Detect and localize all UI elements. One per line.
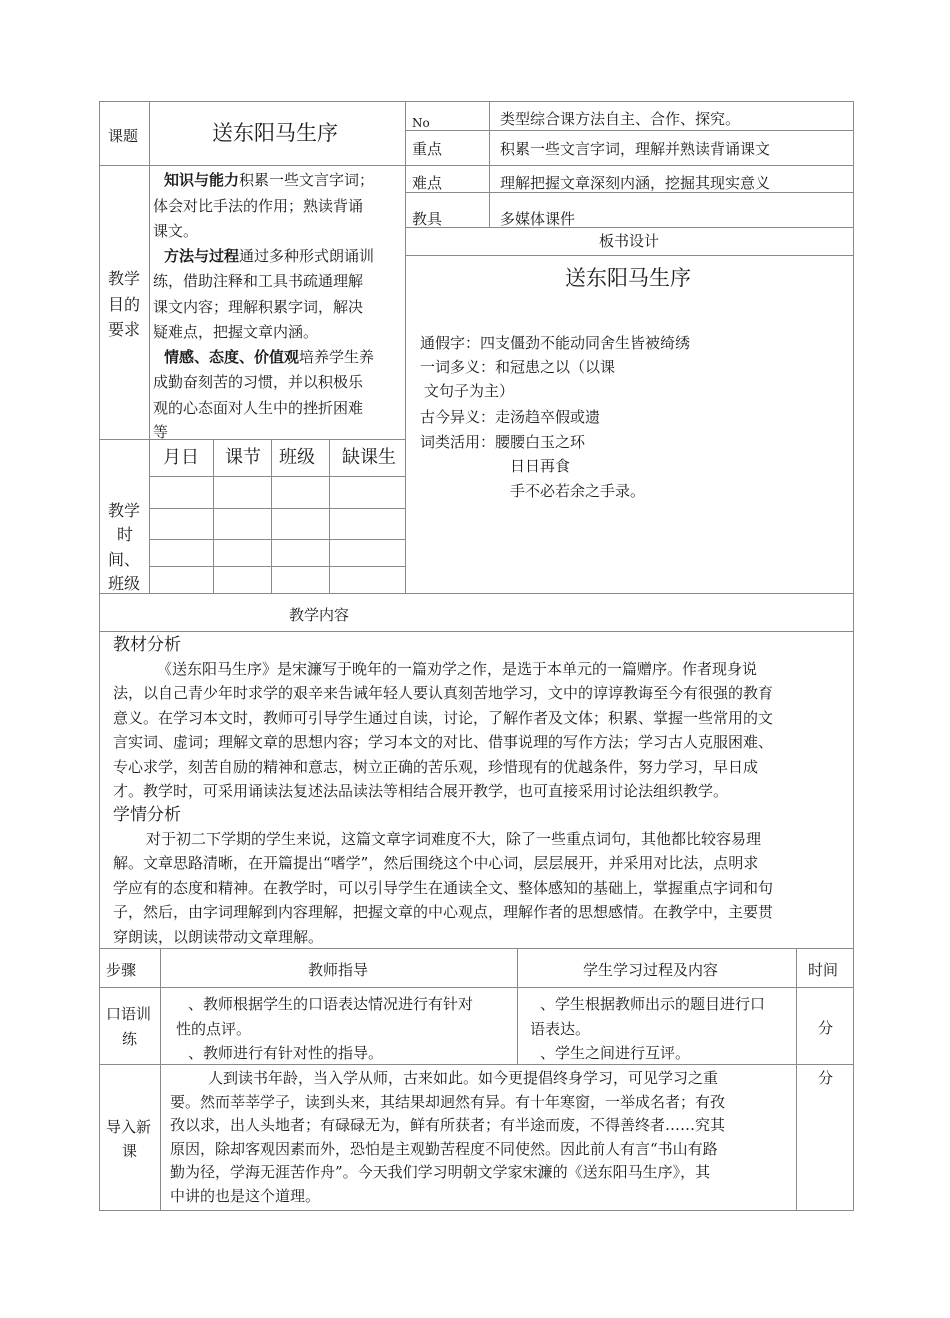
goals-label-2: 目的: [108, 295, 141, 314]
intro-line: 勤为径，学海无涯苦作舟”。今天我们学习明朝文学家宋濂的《送东阳马生序》，其: [170, 1163, 711, 1181]
step-time: 分: [818, 1069, 834, 1087]
step-name: 练: [122, 1030, 138, 1048]
content-heading: 教学内容: [289, 606, 350, 624]
student-analysis-line: 子，然后，由字词理解到内容理解，把握文章的中心观点，理解作者的思想感情。在教学中，主要贯: [113, 903, 774, 922]
goals-label-1: 教学: [108, 269, 141, 288]
method-heading: 方法与过程: [164, 247, 240, 265]
step-name: 口语训: [106, 1005, 152, 1023]
jiaoju-label: 教具: [412, 210, 443, 228]
steps-header-student: 学生学习过程及内容: [583, 961, 719, 979]
student-analysis-title: 学情分析: [113, 805, 181, 825]
intro-line: 人到读书年龄，当入学从师，古来如此。如今更提倡终身学习，可见学习之重: [208, 1069, 719, 1087]
step-name: 导入新: [106, 1118, 152, 1136]
analysis-line: 法，以自己青少年时求学的艰辛来告诫年轻人要认真刻苦地学习，文中的谆谆教诲至今有很强的教育: [113, 684, 774, 703]
step-name: 课: [122, 1142, 138, 1160]
student-analysis-line: 穿朗读，以朗读带动文章理解。: [113, 927, 324, 946]
board-title: 送东阳马生序: [565, 266, 691, 290]
schedule-header-absent: 缺课生: [342, 447, 396, 468]
emotion-line: 成勤奋刻苦的习惯，并以积极乐: [153, 373, 364, 391]
emotion-line: 培养学生养: [299, 348, 375, 366]
schedule-label-1: 教学: [108, 501, 141, 520]
type-method-value: 类型综合课方法自主、合作、探究。: [500, 110, 741, 128]
student-process: 、学生根据教师出示的题目进行口: [540, 995, 766, 1013]
board-line: 一词多义：和冠患之以（以课: [420, 358, 616, 376]
board-line: 文句子为主）: [424, 382, 515, 400]
student-analysis-paragraph: [113, 827, 848, 949]
schedule-header-date: 月日: [163, 447, 199, 468]
analysis-paragraph: [113, 657, 848, 803]
student-analysis-line: 解。文章思路清晰，在开篇提出“嗜学”，然后围绕这个中心词，层层展开，并采用对比法，点明求: [113, 854, 759, 873]
intro-line: 要。然而莘莘学子，读到头来，其结果却迥然有异。有十年寒窗，一举成名者；有孜: [170, 1092, 726, 1111]
board-line: 通假字：四支僵劲不能动同舍生皆被绮绣: [420, 334, 691, 352]
method-line: 课文内容；理解积累字词，解决: [153, 298, 364, 316]
no-label: No: [412, 116, 430, 130]
jiaoju-value: 多媒体课件: [500, 210, 576, 228]
schedule-label-3: 间、: [108, 550, 141, 569]
intro-line: 中讲的也是这个道理。: [170, 1186, 321, 1205]
step-time: 分: [818, 1019, 834, 1037]
board-heading: 板书设计: [599, 232, 660, 250]
nandian-value: 理解把握文章深刻内涵，挖掘其现实意义: [500, 174, 771, 192]
board-line: 手不必若余之手录。: [510, 482, 646, 500]
method-line: 通过多种形式朗诵训: [239, 247, 375, 265]
analysis-title: 教材分析: [113, 635, 181, 655]
analysis-line: 《送东阳马生序》是宋濂写于晚年的一篇劝学之作，是选于本单元的一篇赠序。作者现身说: [157, 660, 758, 678]
keti-label: 课题: [108, 127, 139, 145]
emotion-heading: 情感、态度、价值观: [164, 348, 300, 366]
board-line: 日日再食: [510, 457, 571, 475]
student-analysis-line: 对于初二下学期的学生来说，这篇文章字词难度不大，除了一些重点词句，其他都比较容易理: [146, 830, 762, 848]
schedule-header-class: 班级: [279, 447, 315, 468]
analysis-line: 才。教学时，可采用诵读法复述法品读法等相结合展开教学，也可直接采用讨论法组织教学。: [113, 782, 729, 801]
lesson-title: 送东阳马生序: [212, 121, 338, 145]
teacher-guidance: 性的点评。: [176, 1020, 252, 1038]
knowledge-line: 体会对比手法的作用；熟读背诵: [153, 197, 364, 215]
intro-line: 原因，除却客观因素而外，恐怕是主观勤苦程度不同使然。因此前人有言“书山有路: [170, 1139, 718, 1158]
board-line: 古今异义：走汤趋卒假或遗: [420, 408, 601, 426]
knowledge-line: 课文。: [153, 222, 199, 240]
emotion-line: 等: [153, 423, 169, 441]
student-analysis-line: 学应有的态度和精神。在教学时，可以引导学生在通读全文、整体感知的基础上，掌握重点字词和句: [113, 878, 774, 897]
analysis-line: 言实词、虚词；理解文章的思想内容；学习本文的对比、借事说理的写作方法；学习古人克服困难、: [113, 733, 774, 752]
schedule-label-4: 班级: [108, 574, 141, 593]
emotion-line: 观的心态面对人生中的挫折困难: [153, 399, 364, 417]
nandian-label: 难点: [412, 174, 443, 192]
goals-label-3: 要求: [108, 320, 141, 339]
teacher-guidance: 、教师根据学生的口语表达情况进行有针对: [188, 995, 474, 1013]
schedule-header-period: 课节: [225, 447, 261, 468]
method-line: 疑难点，把握文章内涵。: [153, 323, 319, 341]
steps-header-step: 步骤: [106, 961, 137, 979]
analysis-line: 意义。在学习本文时，教师可引导学生通过自读，讨论，了解作者及文体；积累、掌握一些常用的文: [113, 708, 774, 727]
schedule-label-2: 时: [117, 525, 134, 544]
knowledge-heading: 知识与能力: [164, 171, 240, 189]
steps-header-time: 时间: [808, 961, 839, 979]
method-line: 练，借助注释和工具书疏通理解: [153, 272, 364, 290]
zhongdian-value: 积累一些文言字词，理解并熟读背诵课文: [500, 140, 771, 158]
analysis-line: 专心求学，刻苦自励的精神和意志，树立正确的苦乐观，珍惜现有的优越条件，努力学习，早日成: [113, 757, 759, 776]
zhongdian-label: 重点: [412, 140, 443, 158]
intro-line: 孜以求，出人头地者；有碌碌无为，鲜有所获者；有半途而废，不得善终者……究其: [170, 1116, 726, 1134]
steps-header-teacher: 教师指导: [308, 961, 369, 979]
intro-paragraph: [170, 1067, 792, 1208]
board-line: 词类活用：腰腰白玉之环: [420, 433, 586, 451]
student-process: 、学生之间进行互评。: [540, 1044, 691, 1062]
knowledge-line: 积累一些文言字词；: [239, 171, 375, 189]
teacher-guidance: 、教师进行有针对性的指导。: [188, 1044, 384, 1062]
student-process: 语表达。: [530, 1020, 591, 1038]
